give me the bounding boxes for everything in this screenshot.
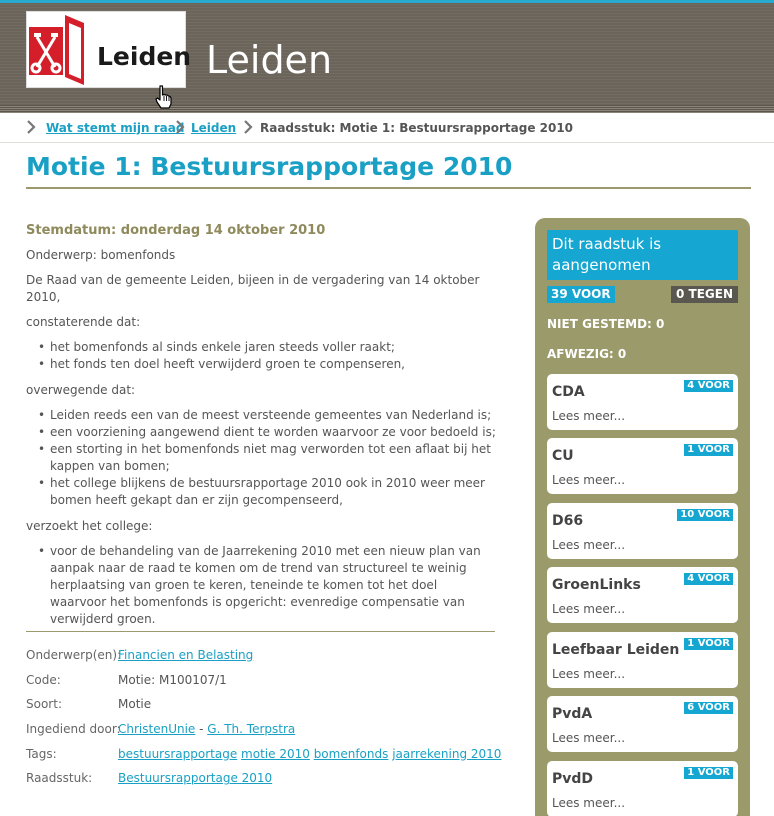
- read-more-link[interactable]: Lees meer...: [552, 731, 626, 745]
- submitter-party-link[interactable]: ChristenUnie: [118, 722, 196, 737]
- party-vote-badge: 4 VOOR: [684, 380, 733, 392]
- read-more-link[interactable]: Lees meer...: [552, 796, 626, 810]
- list-item: • een storting in het bomenfonds niet mag verworden tot een aflaat bij het kappen van bomen;: [38, 441, 496, 475]
- party-card-pvdd[interactable]: [547, 761, 738, 816]
- tag-link[interactable]: motie 2010: [241, 746, 310, 761]
- raadsstuk-link[interactable]: Bestuursrapportage 2010: [118, 771, 273, 786]
- code-value: Motie: M100107/1: [118, 672, 227, 687]
- party-vote-badge: 1 VOOR: [684, 444, 733, 456]
- site-title: Leiden: [206, 38, 333, 82]
- vote-result-banner: Dit raadstuk is aangenomen: [547, 230, 738, 280]
- list-item: • het fonds ten doel heeft verwijderd groen te compenseren,: [38, 356, 496, 373]
- party-card-cu[interactable]: [547, 438, 738, 494]
- vote-date: Stemdatum: donderdag 14 oktober 2010: [26, 223, 326, 238]
- leiden-logo[interactable]: [26, 11, 192, 88]
- meta-key: Tags:: [26, 746, 57, 761]
- party-vote-badge: 1 VOOR: [684, 638, 733, 650]
- title-divider: [26, 187, 751, 189]
- header-divider: [0, 105, 774, 113]
- motion-intro: De Raad van de gemeente Leiden, bijeen in de vergadering van 14 oktober 2010,: [26, 273, 480, 304]
- verzoekt-label: verzoekt het college:: [26, 519, 153, 533]
- meta-divider: [26, 631, 495, 632]
- meta-key: Soort:: [26, 697, 62, 712]
- party-name: PvdD: [552, 771, 594, 787]
- chevron-right-icon: [175, 120, 185, 134]
- party-card-cda[interactable]: [547, 374, 738, 430]
- party-name: CDA: [552, 384, 585, 400]
- tag-link[interactable]: jaarrekening 2010: [392, 746, 502, 761]
- party-vote-badge: 6 VOOR: [684, 702, 733, 714]
- motion-subject: Onderwerp: bomenfonds: [26, 248, 176, 262]
- separator: -: [195, 722, 208, 737]
- party-vote-badge: 10 VOOR: [677, 509, 733, 521]
- total-tegen-badge: 0 TEGEN: [671, 286, 738, 303]
- verzoekt-list: [38, 543, 496, 628]
- read-more-link[interactable]: Lees meer...: [552, 473, 626, 487]
- read-more-link[interactable]: Lees meer...: [552, 538, 626, 552]
- party-name: PvdA: [552, 706, 593, 722]
- party-card-pvda[interactable]: [547, 696, 738, 752]
- list-item: • Leiden reeds een van de meest versteende gemeentes van Nederland is;: [38, 407, 496, 424]
- read-more-link[interactable]: Lees meer...: [552, 667, 626, 681]
- chevron-right-icon: [243, 120, 253, 134]
- party-name: D66: [552, 513, 584, 529]
- logo-wordmark: Leiden: [97, 42, 192, 71]
- party-name: CU: [552, 448, 574, 464]
- meta-key: Ingediend door:: [26, 722, 121, 737]
- meta-key: Code:: [26, 672, 61, 687]
- breadcrumb-current: Raadsstuk: Motie 1: Bestuursrapportage 2010: [260, 121, 574, 135]
- party-card-groenlinks[interactable]: [547, 567, 738, 623]
- party-card-leefbaar-leiden[interactable]: [547, 632, 738, 688]
- submitter-person-link[interactable]: G. Th. Terpstra: [207, 722, 296, 737]
- motion-body: [26, 222, 496, 637]
- constaterende-list: [38, 339, 496, 373]
- leiden-keys-flag-icon: [29, 15, 84, 85]
- hand-pointer-cursor-icon: [155, 85, 173, 109]
- vote-sidebar: [535, 218, 750, 816]
- chevron-right-icon: [26, 120, 36, 134]
- tag-link[interactable]: bomenfonds: [313, 746, 389, 761]
- list-item: • het college blijkens de bestuursrapportage 2010 ook in 2010 weer meer bomen heeft gekapt dan er zijn gecompenseerd,: [38, 475, 496, 509]
- party-card-d66[interactable]: [547, 503, 738, 559]
- afwezig-count: AFWEZIG: 0: [547, 347, 627, 361]
- list-item: • een voorziening aangewend dient te worden waarvoor ze voor bedoeld is;: [38, 424, 496, 441]
- read-more-link[interactable]: Lees meer...: [552, 409, 626, 423]
- breadcrumb-link-home[interactable]: Wat stemt mijn raad: [46, 121, 185, 135]
- read-more-link[interactable]: Lees meer...: [552, 602, 626, 616]
- party-vote-badge: 1 VOOR: [684, 767, 733, 779]
- breadcrumb: [0, 114, 774, 142]
- party-vote-badge: 4 VOOR: [684, 573, 733, 585]
- overwegende-list: [38, 407, 496, 509]
- constaterende-label: constaterende dat:: [26, 315, 141, 329]
- subject-link[interactable]: Financien en Belasting: [118, 648, 254, 662]
- breadcrumb-link-leiden[interactable]: Leiden: [191, 121, 237, 135]
- page-title: Motie 1: Bestuursrapportage 2010: [26, 152, 513, 181]
- breadcrumb-divider: [0, 142, 774, 143]
- overwegende-label: overwegende dat:: [26, 383, 136, 397]
- type-value: Motie: [118, 697, 152, 712]
- list-item: • het bomenfonds al sinds enkele jaren steeds voller raakt;: [38, 339, 496, 356]
- tag-link[interactable]: bestuursrapportage: [118, 746, 238, 761]
- total-voor-badge: 39 VOOR: [547, 286, 615, 303]
- niet-gestemd-count: NIET GESTEMD: 0: [547, 317, 665, 331]
- meta-key: Onderwerp(en):: [26, 648, 122, 662]
- party-name: Leefbaar Leiden: [552, 642, 680, 658]
- list-item: • voor de behandeling van de Jaarrekening 2010 met een nieuw plan van aanpak naar de raad te komen om de trend van structureel te weinig herplaatsing van groen te keren, teneinde te komen tot het doel waarvoor het bomenfonds is opgericht: evenredige compensatie van verwijderd groen.: [38, 543, 496, 628]
- meta-key: Raadsstuk:: [26, 771, 93, 786]
- party-name: GroenLinks: [552, 577, 641, 593]
